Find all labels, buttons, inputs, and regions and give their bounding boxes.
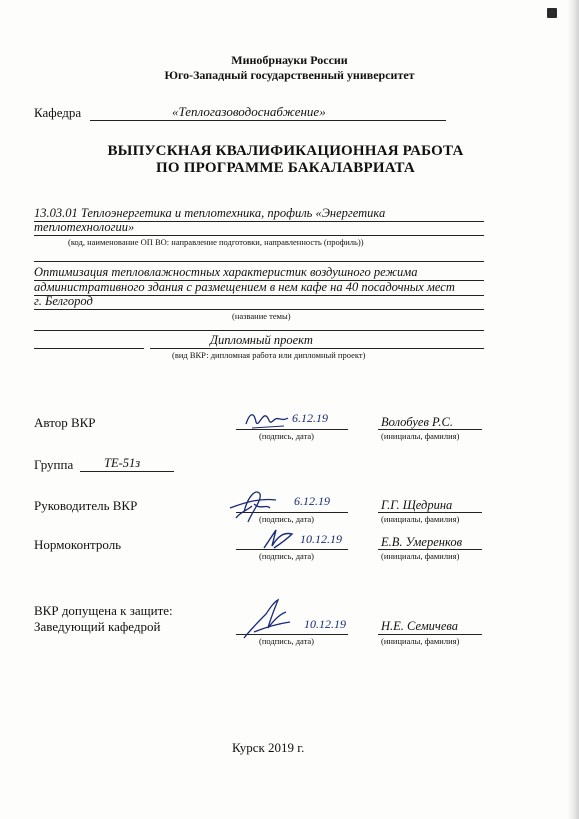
department-label: Кафедра — [34, 105, 82, 120]
topic-underline0 — [34, 261, 484, 262]
supervisor-date: 6.12.19 — [294, 494, 330, 508]
department-value: «Теплогазоводоснабжение» — [172, 104, 326, 119]
normcontrol-name: Е.В. Умеренков — [381, 535, 463, 549]
supervisor-name-caption: (инициалы, фамилия) — [381, 514, 460, 524]
work-type-underline-left — [34, 348, 144, 349]
head-of-department-label: Заведующий кафедрой — [34, 619, 161, 634]
group-label: Группа — [34, 457, 74, 472]
author-label: Автор ВКР — [34, 415, 96, 430]
admission-name-line — [378, 634, 482, 635]
group-underline — [80, 471, 174, 472]
topic-caption: (название темы) — [232, 311, 291, 321]
normcontrol-name-caption: (инициалы, фамилия) — [381, 551, 460, 561]
author-name-caption: (инициалы, фамилия) — [381, 431, 460, 441]
supervisor-label: Руководитель ВКР — [34, 498, 138, 513]
topic-underline2 — [34, 295, 484, 296]
normcontrol-sign-caption: (подпись, дата) — [259, 551, 315, 561]
work-type-caption: (вид ВКР: дипломная работа или дипломный проект) — [172, 350, 366, 360]
topic-line1: Оптимизация тепловлажностных характеристик воздушного режима — [34, 265, 418, 279]
document-title-line2: ПО ПРОГРАММЕ БАКАЛАВРИАТА — [156, 160, 415, 176]
program-caption: (код, наименование ОП ВО: направление подготовки, направленность (профиль)) — [68, 237, 364, 247]
scan-edge — [567, 0, 579, 819]
topic-line3: г. Белгород — [34, 294, 93, 308]
admission-sign-caption: (подпись, дата) — [259, 636, 315, 646]
university-name: Юго-Западный государственный университет — [164, 68, 415, 82]
admission-date: 10.12.19 — [304, 617, 346, 631]
normcontrol-label: Нормоконтроль — [34, 537, 122, 552]
topic-underline4 — [34, 330, 484, 331]
topic-line2: административного здания с размещением в нем кафе на 40 посадочных мест — [34, 280, 455, 294]
topic-underline3 — [34, 309, 484, 310]
program-line2: теплотехнологии» — [34, 220, 135, 234]
admission-name-caption: (инициалы, фамилия) — [381, 636, 460, 646]
normcontrol-date: 10.12.19 — [300, 532, 342, 546]
work-type-underline — [150, 348, 484, 349]
program-line1: 13.03.01 Теплоэнергетика и теплотехника, профиль «Энергетика — [34, 206, 386, 220]
city-year: Курск 2019 г. — [232, 740, 305, 755]
document-title-line1: ВЫПУСКНАЯ КВАЛИФИКАЦИОННАЯ РАБОТА — [107, 143, 464, 159]
author-sign-caption: (подпись, дата) — [259, 431, 315, 441]
scan-mark — [547, 8, 557, 18]
author-name: Волобуев Р.С. — [381, 415, 454, 429]
work-type-value: Дипломный проект — [210, 333, 313, 347]
program-underline2 — [34, 235, 484, 236]
department-underline — [90, 120, 446, 121]
group-value: ТЕ-51з — [104, 456, 141, 470]
admission-name: Н.Е. Семичева — [381, 619, 459, 633]
supervisor-sign-caption: (подпись, дата) — [259, 514, 315, 524]
ministry-name: Минобрнауки России — [231, 53, 348, 67]
supervisor-name: Г.Г. Щедрина — [381, 498, 453, 512]
admission-label: ВКР допущена к защите: — [34, 603, 173, 618]
author-date: 6.12.19 — [292, 411, 328, 425]
